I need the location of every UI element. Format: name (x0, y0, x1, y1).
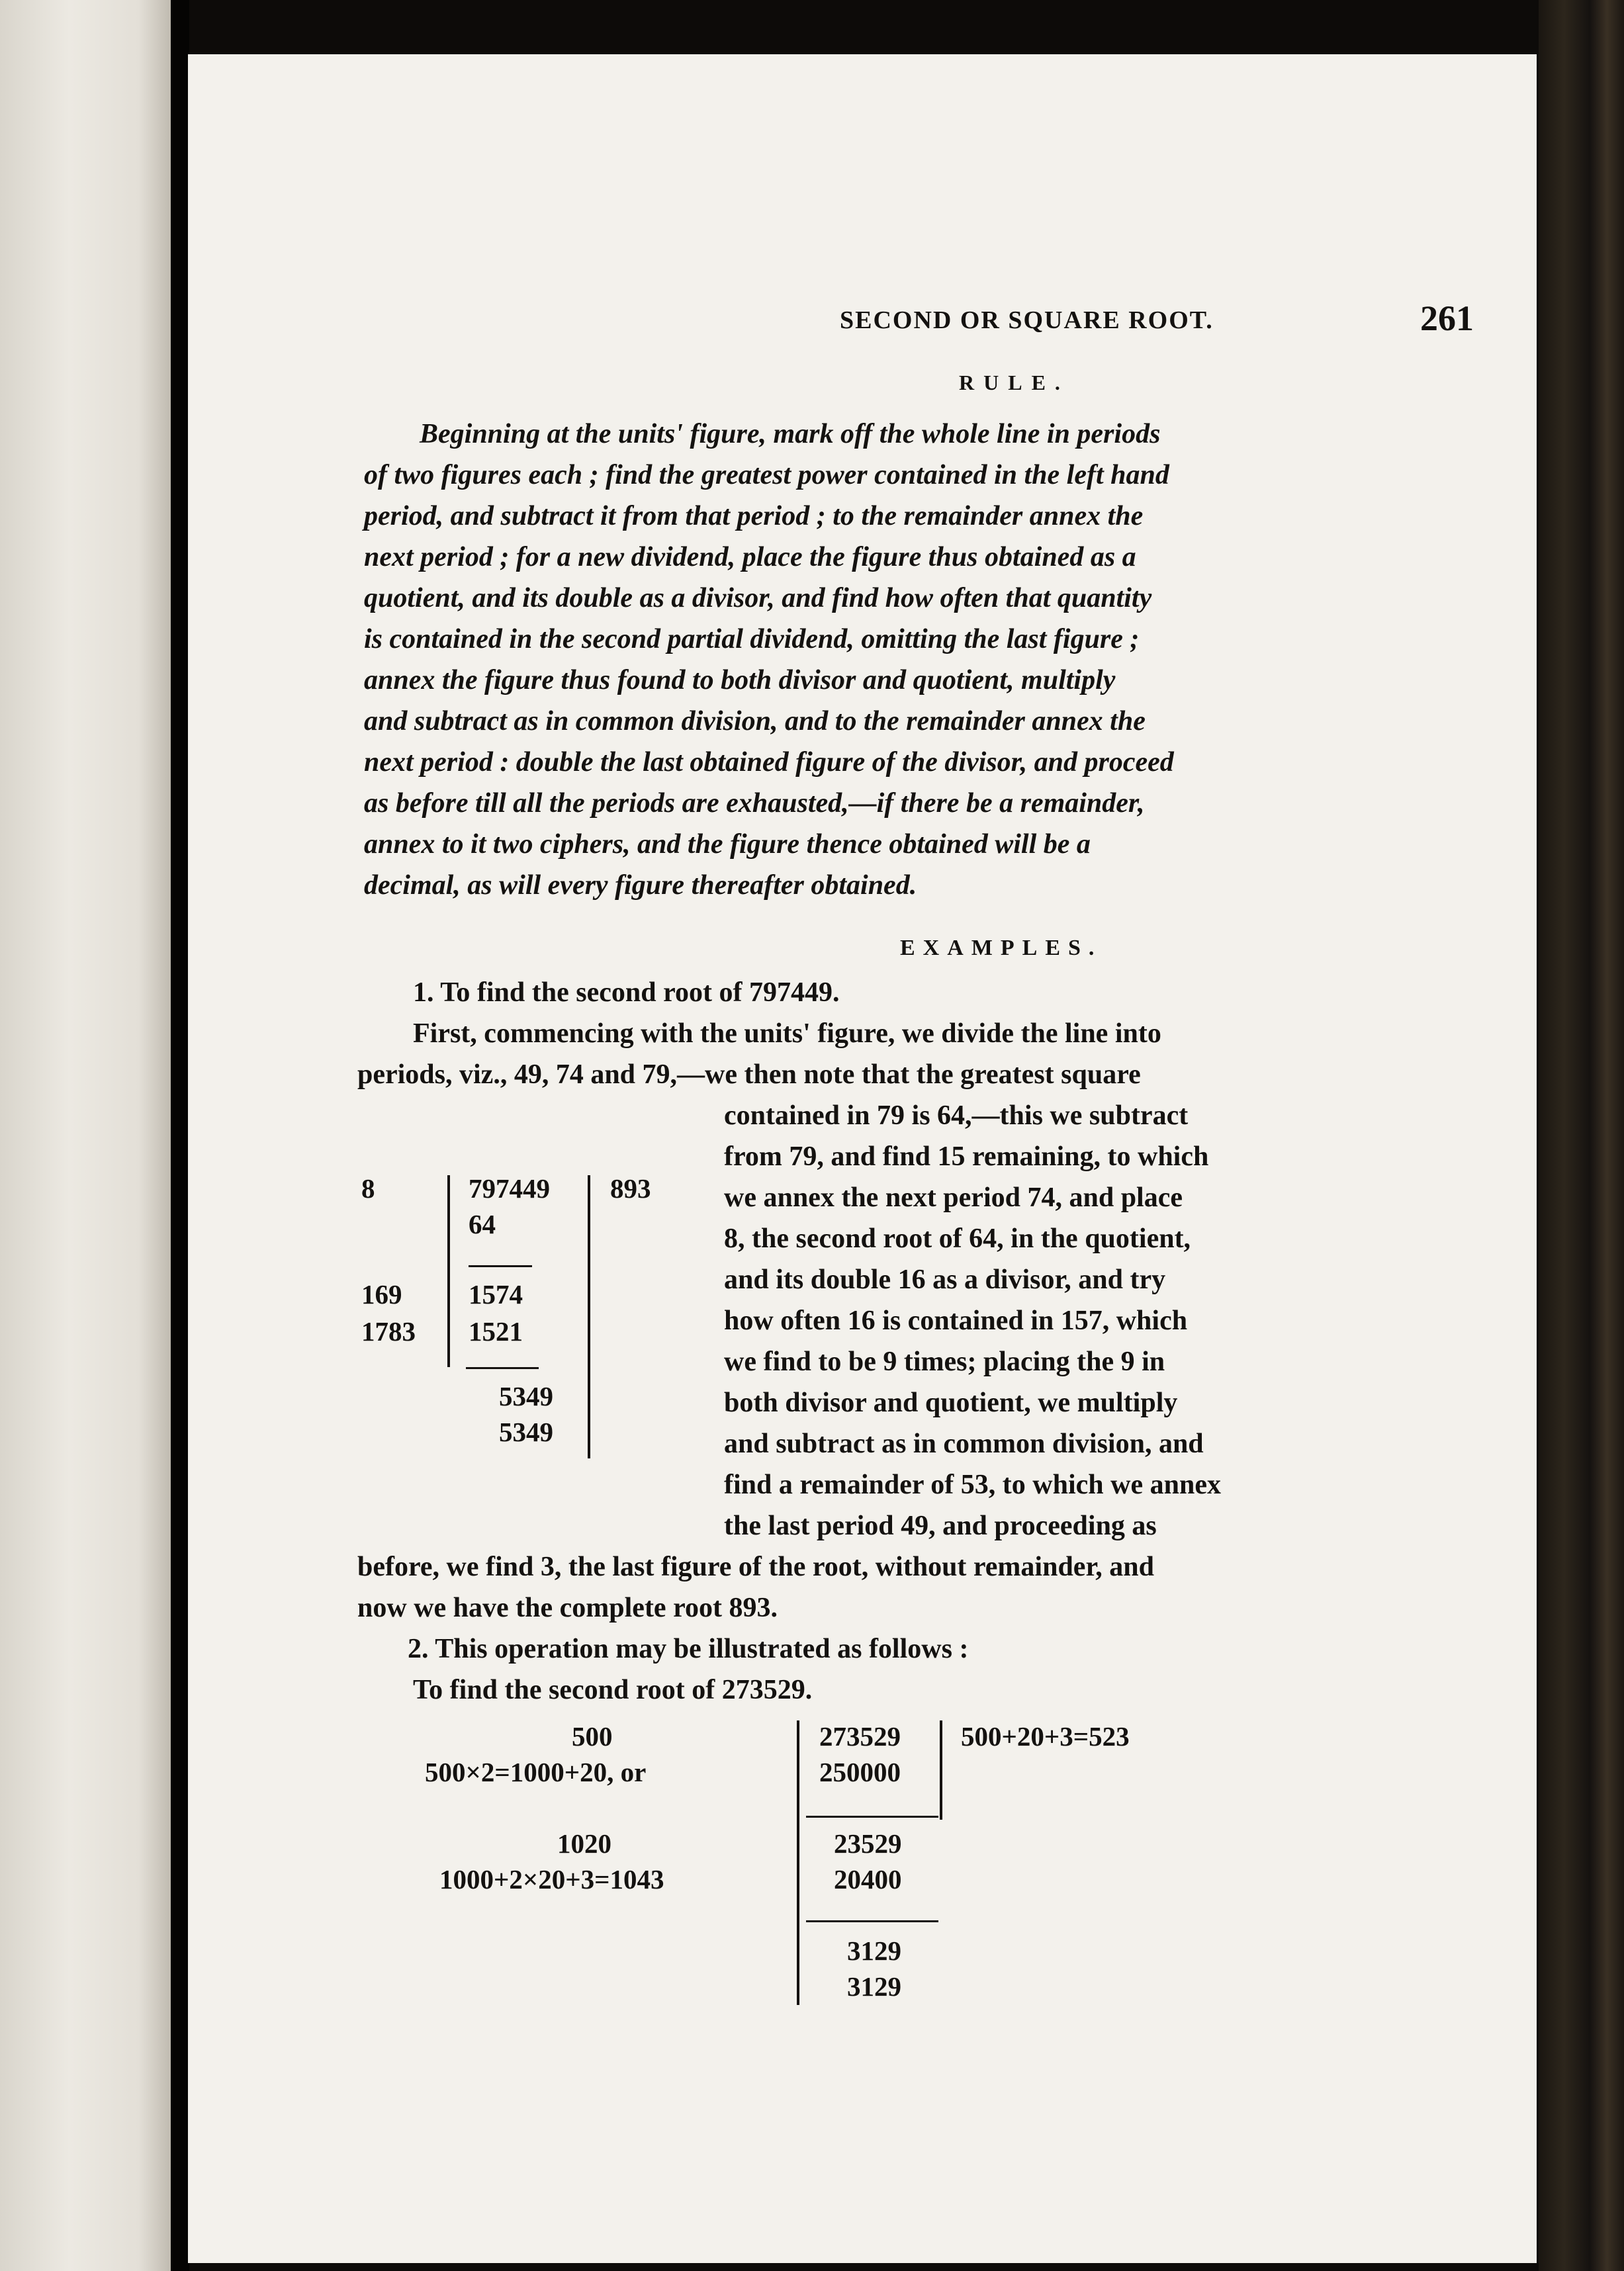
example-1-text: 8, the second root of 64, in the quotient, (724, 1224, 1191, 1254)
calc-value: 1020 (557, 1828, 611, 1859)
example-1-text: before, we find 3, the last figure of the root, without remainder, and (357, 1552, 1154, 1582)
calc-value: 500×2=1000+20, or (425, 1757, 647, 1787)
example-1-text: First, commencing with the units' figure, we divide the line into (413, 1018, 1161, 1049)
calc-value: 250000 (819, 1757, 901, 1787)
calc-value: 3129 (847, 1971, 901, 2002)
example-1-text: periods, viz., 49, 74 and 79,—we then note that the greatest square (357, 1059, 1141, 1090)
rule-line: of two figures each ; find the greatest power contained in the left hand (364, 460, 1169, 490)
example-1-text: now we have the complete root 893. (357, 1593, 778, 1623)
rule-line: decimal, as will every figure thereafter obtained. (364, 870, 917, 901)
book-gutter (171, 0, 189, 2271)
rule-line: quotient, and its double as a divisor, and find how often that quantity (364, 583, 1152, 613)
partial-value: 5349 (499, 1381, 553, 1411)
calc-value: 20400 (834, 1864, 902, 1894)
page-number: 261 (1420, 298, 1474, 338)
rule-line: is contained in the second partial dividend, omitting the last figure ; (364, 624, 1140, 654)
rule-line: next period : double the last obtained figure of the divisor, and proceed (364, 747, 1174, 778)
book-page (188, 54, 1537, 2263)
example-1-title: 1. To find the second root of 797449. (413, 977, 840, 1008)
rule-line-separator (469, 1265, 532, 1267)
rule-line: annex the figure thus found to both divisor and quotient, multiply (364, 665, 1116, 695)
rule-line-separator (806, 1920, 938, 1922)
example-2-subtitle: To find the second root of 273529. (413, 1675, 813, 1705)
divider-line (447, 1175, 450, 1367)
calc-value: 500 (572, 1721, 613, 1752)
divisor: 1783 (361, 1316, 416, 1347)
calc-value: 3129 (847, 1936, 901, 1966)
partial-value: 1574 (469, 1279, 523, 1310)
rule-line-separator (806, 1816, 938, 1818)
rule-line-separator (466, 1367, 539, 1369)
divider-line (588, 1175, 590, 1458)
example-1-text: we annex the next period 74, and place (724, 1182, 1183, 1213)
example-1-text: how often 16 is contained in 157, which (724, 1306, 1188, 1336)
calc-value: 23529 (834, 1828, 902, 1859)
examples-heading: EXAMPLES. (900, 936, 1103, 960)
example-1-text: and subtract as in common division, and (724, 1429, 1204, 1459)
calc-value: 273529 (819, 1721, 901, 1752)
calc-value: 1000+2×20+3=1043 (439, 1864, 664, 1894)
rule-line: next period ; for a new dividend, place the figure thus obtained as a (364, 542, 1136, 572)
rule-line: period, and subtract it from that period ; to the remainder annex the (364, 501, 1144, 531)
example-1-text: we find to be 9 times; placing the 9 in (724, 1347, 1165, 1377)
divider-line (797, 1720, 799, 2005)
background-strip (1539, 0, 1624, 2271)
partial-value: 64 (469, 1209, 496, 1239)
calc-result: 500+20+3=523 (961, 1721, 1130, 1752)
rule-line: as before till all the periods are exhausted,—if there be a remainder, (364, 788, 1145, 819)
rule-line: and subtract as in common division, and to the remainder annex the (364, 706, 1146, 736)
facing-page (0, 0, 173, 2271)
divisor: 8 (361, 1173, 375, 1204)
divisor: 169 (361, 1279, 402, 1310)
example-1-text: contained in 79 is 64,—this we subtract (724, 1100, 1189, 1131)
dividend: 797449 (469, 1173, 550, 1204)
example-2-title: 2. This operation may be illustrated as follows : (408, 1634, 969, 1664)
example-1-text: both divisor and quotient, we multiply (724, 1388, 1178, 1418)
example-1-text: and its double 16 as a divisor, and try (724, 1265, 1166, 1295)
quotient: 893 (610, 1173, 651, 1204)
running-header: SECOND OR SQUARE ROOT. (840, 306, 1214, 334)
rule-line: Beginning at the units' figure, mark off the whole line in periods (420, 419, 1161, 449)
partial-value: 1521 (469, 1316, 523, 1347)
example-1-text: the last period 49, and proceeding as (724, 1511, 1157, 1541)
divider-line (940, 1720, 942, 1820)
rule-line: annex to it two ciphers, and the figure thence obtained will be a (364, 829, 1091, 860)
example-1-text: from 79, and find 15 remaining, to which (724, 1141, 1209, 1172)
example-1-text: find a remainder of 53, to which we annex (724, 1470, 1221, 1500)
rule-heading: RULE. (959, 371, 1069, 394)
partial-value: 5349 (499, 1417, 553, 1447)
